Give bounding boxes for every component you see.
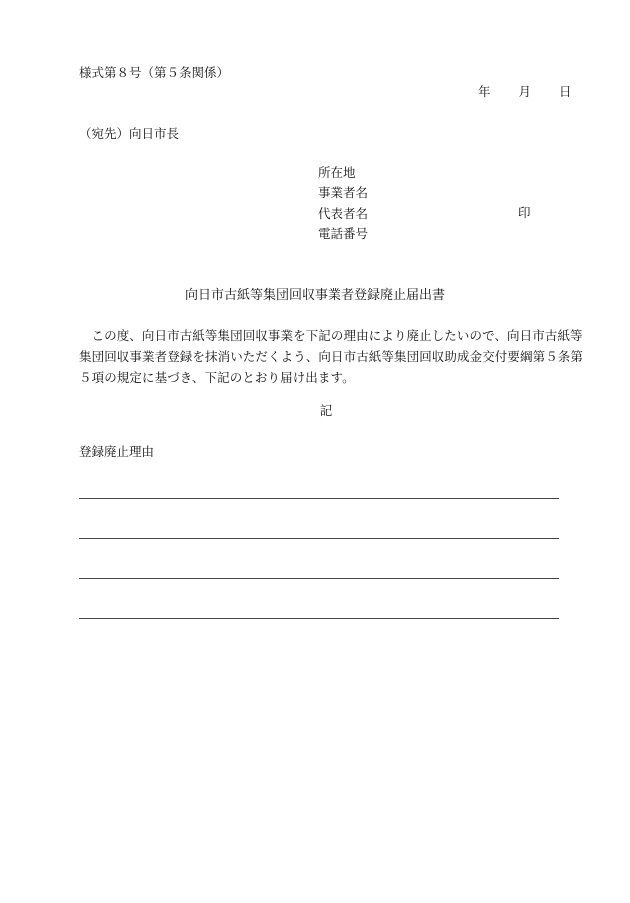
form-number: 様式第８号（第５条関係） [79,65,230,80]
representative-label: 代表者名 [318,206,369,221]
reason-label: 登録廃止理由 [79,444,155,459]
date-month: 月 [518,84,532,99]
seal-mark: 印 [518,205,531,220]
reason-line [79,618,559,619]
body-paragraph: この度、向日市古紙等集団回収事業を下記の理由により廃止したいので、向日市古紙等集団回収事業者登録を抹消いただくよう、向日市古紙等集団回収助成金交付要綱第５条第５項の規定に基づき、下記のとおり届け出ます。 [79,328,584,385]
date-line [478,86,572,99]
reason-line [79,498,559,499]
document-title: 向日市古紙等集団回収事業者登録廃止届出書 [184,288,445,303]
reason-line [79,538,559,539]
address-label: 所在地 [318,165,356,180]
date-day: 日 [559,84,572,99]
business-name-label: 事業者名 [318,185,369,200]
addressee: （宛先）向日市長 [79,126,180,141]
ki-heading: 記 [319,403,333,418]
reason-line [79,578,559,579]
phone-label: 電話番号 [318,226,369,241]
date-year: 年 [478,84,491,99]
